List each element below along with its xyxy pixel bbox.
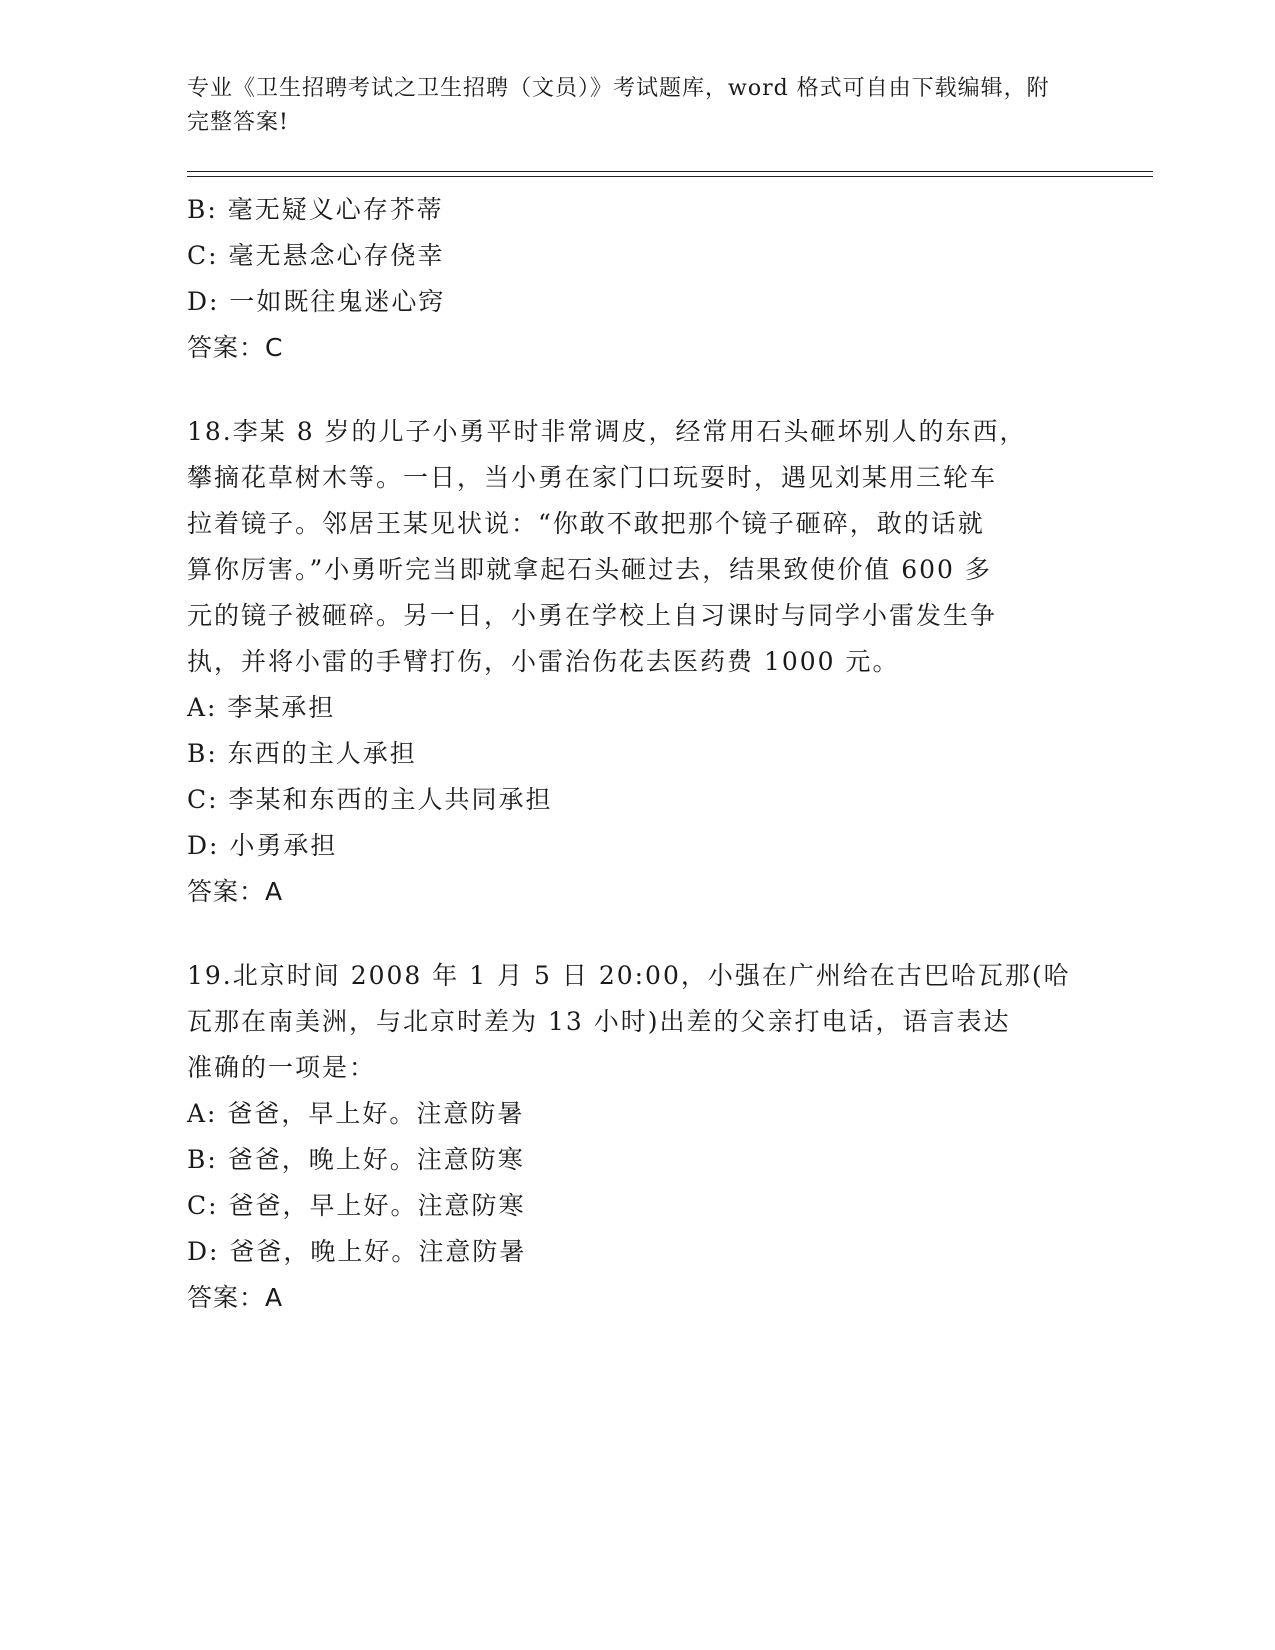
question-line: 元的镜子被砸碎。另一日，小勇在学校上自习课时与同学小雷发生争: [187, 601, 998, 630]
option-d: D: 爸爸，晚上好。注意防暑: [187, 1237, 527, 1266]
answer: 答案：A: [187, 877, 284, 906]
option-b: B: 毫无疑义心存芥蒂: [187, 195, 444, 224]
document-body: [187, 187, 1071, 1321]
question-text: [187, 953, 1071, 1091]
option-b: B: 爸爸，晚上好。注意防寒: [187, 1145, 525, 1174]
option-c: C: 李某和东西的主人共同承担: [187, 785, 553, 814]
option-b: B: 东西的主人承担: [187, 739, 417, 768]
option-a: A: 爸爸，早上好。注意防暑: [187, 1099, 525, 1128]
header-rule-top: [187, 171, 1153, 172]
header-text: 专业《卫生招聘考试之卫生招聘（文员）》考试题库，word 格式可自由下载编辑，附完整答案!: [187, 76, 1050, 135]
question-line: 算你厉害。”小勇听完当即就拿起石头砸过去，结果致使价值 600 多: [187, 555, 992, 584]
option-d: D: 一如既往鬼迷心窍: [187, 287, 446, 316]
option-c: C: 毫无悬念心存侥幸: [187, 241, 445, 270]
question-18: [187, 409, 1067, 915]
question-line: 准确的一项是：: [187, 1053, 377, 1082]
question-line: 19.北京时间 2008 年 1 月 5 日 20:00，小强在广州给在古巴哈瓦那(哈: [187, 961, 1071, 990]
question-17-tail: [187, 187, 1067, 371]
document-header: [187, 72, 1067, 140]
question-line: 拉着镜子。邻居王某见状说：“你敢不敢把那个镜子砸碎，敢的话就: [187, 509, 985, 538]
option-d: D: 小勇承担: [187, 831, 338, 860]
question-line: 攀摘花草树木等。一日，当小勇在家门口玩耍时，遇见刘某用三轮车: [187, 463, 998, 492]
question-text: [187, 409, 1067, 685]
question-line: 18.李某 8 岁的儿子小勇平时非常调皮，经常用石头砸坏别人的东西，: [187, 417, 1027, 446]
header-rule-bottom: [187, 176, 1153, 177]
option-c: C: 爸爸，早上好。注意防寒: [187, 1191, 526, 1220]
question-line: 瓦那在南美洲，与北京时差为 13 小时)出差的父亲打电话，语言表达: [187, 1007, 1011, 1036]
question-19: [187, 953, 1071, 1321]
answer: 答案：A: [187, 1283, 284, 1312]
answer: 答案：C: [187, 333, 284, 362]
option-a: A: 李某承担: [187, 693, 336, 722]
question-line: 执，并将小雷的手臂打伤，小雷治伤花去医药费 1000 元。: [187, 647, 900, 676]
